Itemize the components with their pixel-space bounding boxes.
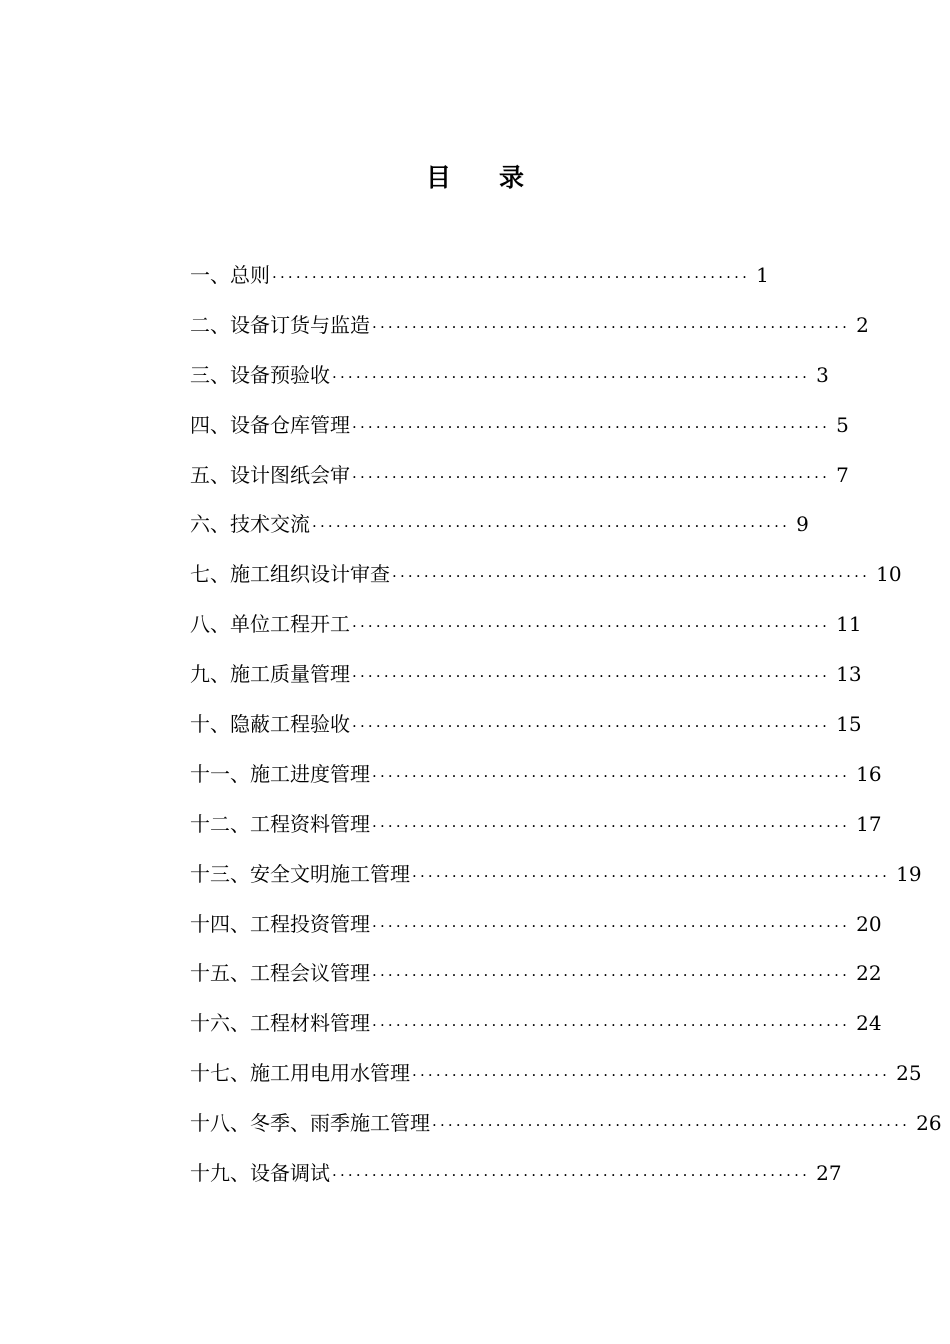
toc-entry-label: 十七、施工用电用水管理 bbox=[190, 1061, 410, 1086]
title-char-1: 目 bbox=[425, 163, 451, 192]
toc-entry-label: 三、设备预验收 bbox=[190, 362, 330, 387]
toc-dot-leader: ···························································· bbox=[372, 916, 851, 935]
toc-dot-leader: ···························································· bbox=[332, 1166, 811, 1185]
toc-entry-page-number: 10 bbox=[876, 562, 902, 587]
toc-entry[interactable] bbox=[190, 252, 769, 302]
toc-entry[interactable] bbox=[190, 551, 902, 601]
toc-entry-label: 十三、安全文明施工管理 bbox=[190, 861, 410, 886]
toc-entry-label: 十四、工程投资管理 bbox=[190, 911, 370, 936]
toc-dot-leader: ···························································· bbox=[372, 966, 851, 985]
toc-entry[interactable] bbox=[190, 302, 869, 352]
toc-dot-leader: ···························································· bbox=[432, 1116, 911, 1135]
toc-entry-label: 十五、工程会议管理 bbox=[190, 961, 370, 986]
toc-entry[interactable] bbox=[190, 950, 882, 1000]
toc-entry-label: 五、设计图纸会审 bbox=[190, 462, 350, 487]
toc-entry[interactable] bbox=[190, 452, 849, 502]
toc-entry-label: 四、设备仓库管理 bbox=[190, 412, 350, 437]
toc-dot-leader: ···························································· bbox=[352, 417, 831, 436]
title-char-2: 录 bbox=[499, 163, 525, 192]
toc-entry[interactable] bbox=[190, 1050, 922, 1100]
toc-entry-page-number: 2 bbox=[856, 312, 869, 337]
toc-entry-label: 十八、冬季、雨季施工管理 bbox=[190, 1111, 430, 1136]
toc-entry[interactable] bbox=[190, 1150, 842, 1200]
toc-entry-label: 十二、工程资料管理 bbox=[190, 811, 370, 836]
toc-entry[interactable] bbox=[190, 1100, 942, 1150]
toc-entry-page-number: 7 bbox=[836, 462, 849, 487]
toc-entry-page-number: 17 bbox=[856, 811, 882, 836]
toc-dot-leader: ···························································· bbox=[352, 667, 831, 686]
toc-entry-label: 十六、工程材料管理 bbox=[190, 1011, 370, 1036]
toc-entry[interactable] bbox=[190, 651, 862, 701]
toc-entry-label: 十九、设备调试 bbox=[190, 1161, 330, 1186]
toc-entry-page-number: 22 bbox=[856, 961, 882, 986]
toc-dot-leader: ···························································· bbox=[272, 268, 751, 286]
toc-dot-leader: ···························································· bbox=[372, 1016, 851, 1035]
toc-entry-label: 八、单位工程开工 bbox=[190, 612, 350, 637]
toc-entry[interactable] bbox=[190, 402, 849, 452]
toc-dot-leader: ···························································· bbox=[392, 567, 871, 586]
toc-entry[interactable] bbox=[190, 352, 829, 402]
toc-entry-page-number: 19 bbox=[896, 861, 922, 886]
toc-entry-page-number: 9 bbox=[796, 512, 809, 537]
toc-entry[interactable] bbox=[190, 501, 809, 551]
toc-entry-page-number: 11 bbox=[836, 612, 862, 637]
toc-dot-leader: ···························································· bbox=[332, 367, 811, 386]
toc-entry-page-number: 25 bbox=[896, 1061, 922, 1086]
toc-entry-page-number: 5 bbox=[836, 412, 849, 437]
toc-dot-leader: ···························································· bbox=[372, 766, 851, 785]
toc-entry-page-number: 24 bbox=[856, 1011, 882, 1036]
toc-entry-label: 九、施工质量管理 bbox=[190, 662, 350, 687]
toc-entry-label: 十一、施工进度管理 bbox=[190, 761, 370, 786]
toc-entry-page-number: 15 bbox=[836, 712, 862, 737]
toc-entry-label: 一、总则 bbox=[190, 263, 270, 287]
toc-dot-leader: ···························································· bbox=[412, 866, 891, 885]
toc-entry[interactable] bbox=[190, 851, 922, 901]
toc-dot-leader: ···························································· bbox=[412, 1066, 891, 1085]
toc-dot-leader: ···························································· bbox=[352, 717, 831, 736]
toc-entry[interactable] bbox=[190, 701, 862, 751]
toc-dot-leader: ···························································· bbox=[312, 517, 791, 536]
toc-entry-label: 六、技术交流 bbox=[190, 512, 310, 537]
toc-entry-page-number: 26 bbox=[916, 1111, 942, 1136]
toc-dot-leader: ···························································· bbox=[372, 317, 851, 336]
toc-dot-leader: ···························································· bbox=[352, 467, 831, 486]
toc-entry[interactable] bbox=[190, 1000, 882, 1050]
toc-entry-page-number: 3 bbox=[816, 362, 829, 387]
toc-entry-label: 二、设备订货与监造 bbox=[190, 312, 370, 337]
toc-entry-label: 十、隐蔽工程验收 bbox=[190, 712, 350, 737]
toc-entry[interactable] bbox=[190, 901, 882, 951]
toc-entry[interactable] bbox=[190, 801, 882, 851]
toc-entry-page-number: 27 bbox=[816, 1161, 842, 1186]
toc-entry[interactable] bbox=[190, 601, 862, 651]
toc-entry-page-number: 20 bbox=[856, 911, 882, 936]
toc-entry-page-number: 1 bbox=[756, 263, 769, 287]
table-of-contents bbox=[190, 252, 942, 1200]
page-title bbox=[0, 158, 950, 194]
toc-entry[interactable] bbox=[190, 751, 882, 801]
toc-entry-page-number: 16 bbox=[856, 761, 882, 786]
toc-dot-leader: ···························································· bbox=[352, 617, 831, 636]
toc-dot-leader: ···························································· bbox=[372, 816, 851, 835]
toc-entry-page-number: 13 bbox=[836, 662, 862, 687]
toc-entry-label: 七、施工组织设计审查 bbox=[190, 562, 390, 587]
